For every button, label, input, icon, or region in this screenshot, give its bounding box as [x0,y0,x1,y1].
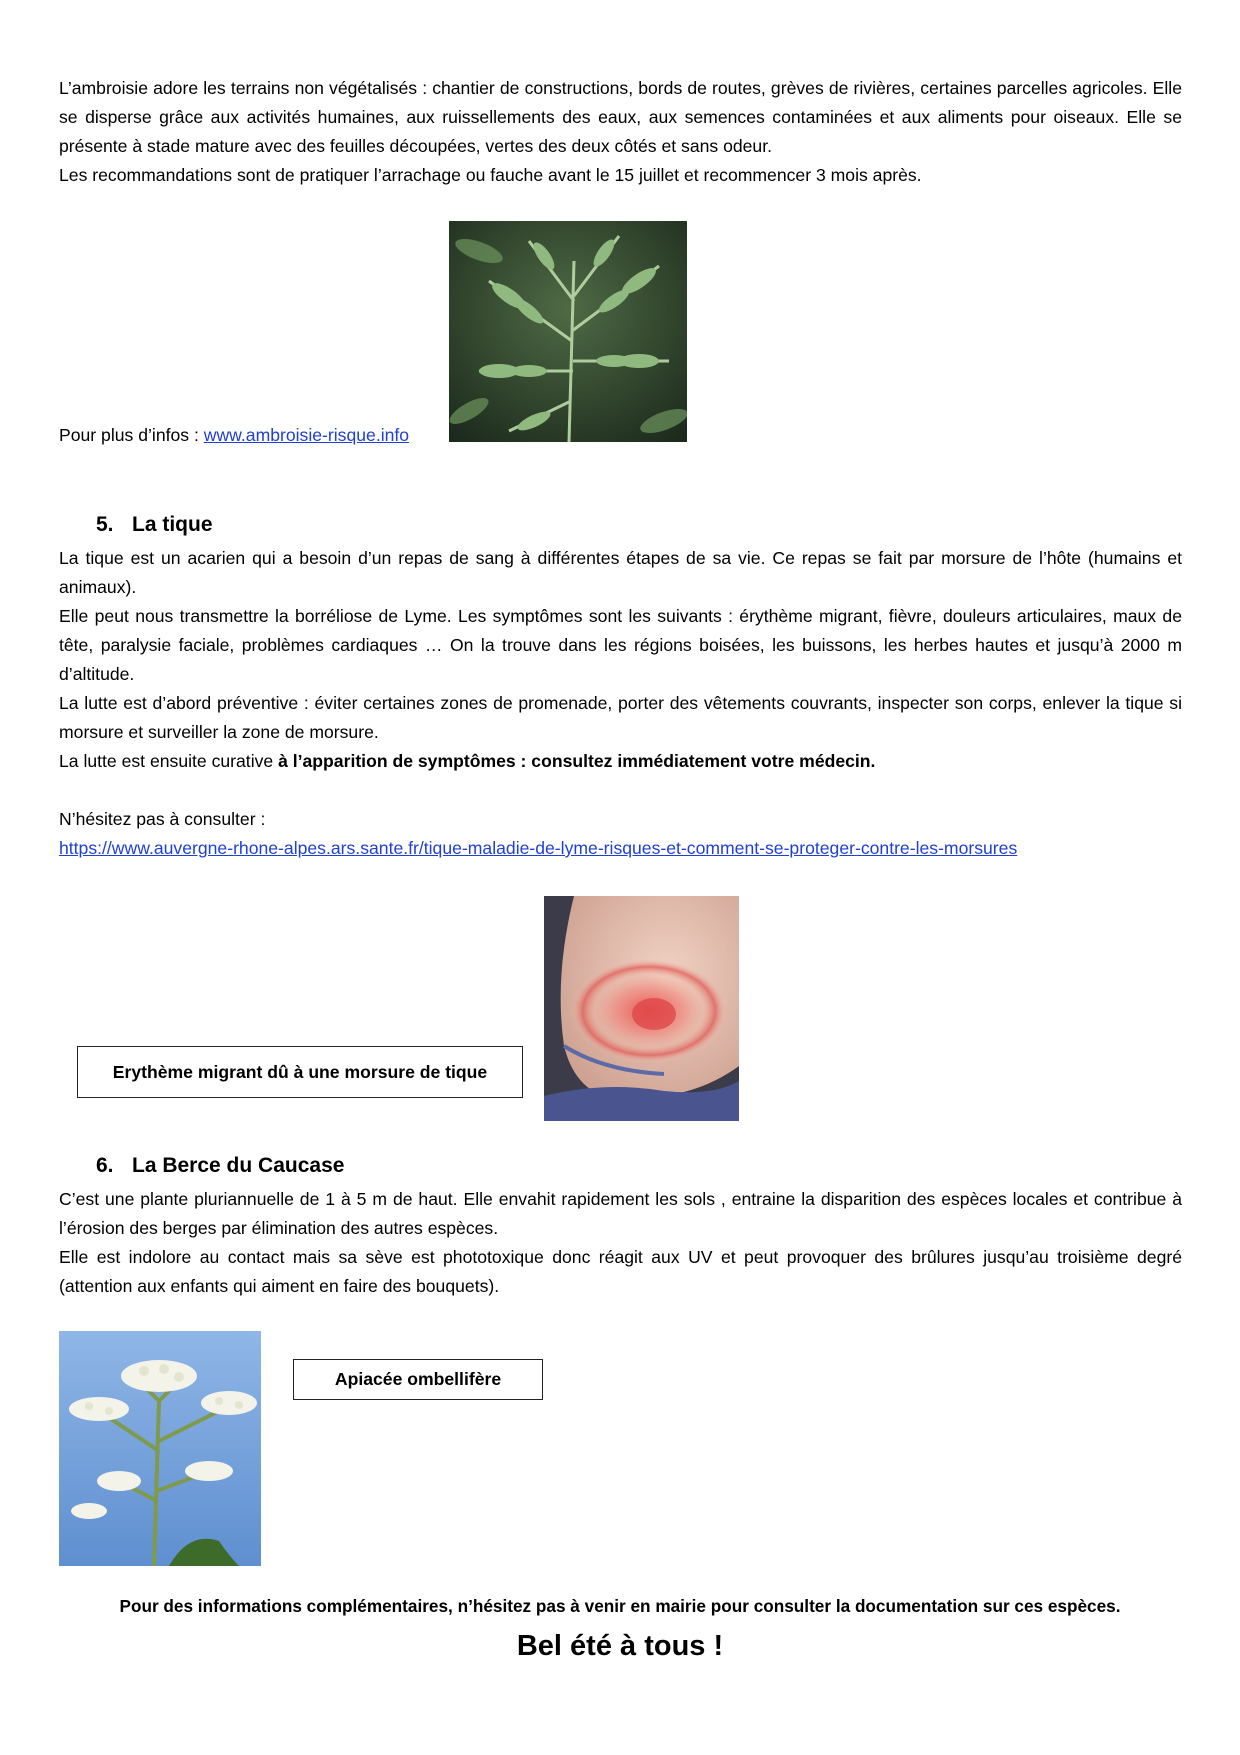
consult-label: N’hésitez pas à consulter : [59,809,266,829]
tique-caption-box [77,1046,523,1098]
ambroisie-link[interactable]: www.ambroisie-risque.info [203,425,410,445]
ambroisie-recommendation: Les recommandations sont de pratiquer l’arrachage ou fauche avant le 15 juillet et recommencer 3 mois après. [59,165,922,185]
ambroisie-paragraph: L’ambroisie adore les terrains non végétalisés : chantier de constructions, bords de routes, grèves de rivières, certaines parcelles agricoles. Elle se disperse grâce aux activités humaines, aux ruissellements des eaux, aux semences contaminées et aux aliments pour oiseaux. Elle se présente à stade mature avec des feuilles découpées, vertes des deux côtés et sans odeur. Les recommandations sont de pratiquer l’arrachage ou fauche avant le 15 juillet et recommencer 3 mois après. [59,78,1182,185]
section-title: La Berce du Caucase [132,1154,345,1177]
footer-note: Pour des informations complémentaires, n’hésitez pas à venir en mairie pour consulter la documentation sur ces espèces. [119,1596,1121,1616]
more-info-label: Pour plus d’infos : [59,425,204,445]
berce-text [59,1185,1182,1301]
tique-paragraph-2: Elle peut nous transmettre la borréliose de Lyme. Les symptômes sont les suivants : érythème migrant, fièvre, douleurs articulaires, maux de tête, paralysie faciale, problèmes cardiaques … On la trouve dans les régions boisées, les buissons, les herbes hautes et jusqu’à 2000 m d’altitude. [59,606,1182,684]
closing-greeting: Bel été à tous ! [516,1630,724,1662]
berce-caption-box [293,1359,543,1400]
section-number: 5. [96,513,114,536]
ars-link[interactable]: https://www.auvergne-rhone-alpes.ars.sante.fr/tique-maladie-de-lyme-risques-et-comment-se-proteger-contre-les-morsures [59,838,1018,858]
section-title: La tique [132,513,213,536]
berce-paragraph-2: Elle est indolore au contact mais sa sève est phototoxique donc réagit aux UV et peut provoquer des brûlures jusqu’au troisième degré (attention aux enfants qui aiment en faire des bouquets). [59,1247,1182,1296]
section-number: 6. [96,1154,114,1177]
berce-caption: Apiacée ombellifère [334,1369,502,1389]
tique-caption: Erythème migrant dû à une morsure de tique [112,1061,488,1082]
berce-paragraph-1: C’est une plante pluriannuelle de 1 à 5 m de haut. Elle envahit rapidement les sols , entraine la disparition des espèces locales et contribue à l’érosion des berges par élimination des autres espèces. [59,1189,1182,1238]
tique-text [59,544,1182,863]
section-heading-tique [96,513,213,537]
tique-paragraph-3: La lutte est d’abord préventive : éviter certaines zones de promenade, porter des vêtements couvrants, inspecter son corps, enlever la tique si morsure et surveiller la zone de morsure. [59,693,1182,742]
tique-paragraph-1: La tique est un acarien qui a besoin d’un repas de sang à différentes étapes de sa vie. Ce repas se fait par morsure de l’hôte (humains et animaux). [59,548,1182,597]
tique-paragraph-4: La lutte est ensuite curative à l’apparition de symptômes : consultez immédiatement votre médecin. [59,751,876,771]
section-heading-berce [96,1154,344,1178]
tique-warning-bold: à l’apparition de symptômes : consultez immédiatement votre médecin. [278,751,876,771]
berce-plant-photo [59,1331,261,1566]
ambroisie-plant-photo [449,221,687,442]
erythema-photo [544,896,739,1121]
